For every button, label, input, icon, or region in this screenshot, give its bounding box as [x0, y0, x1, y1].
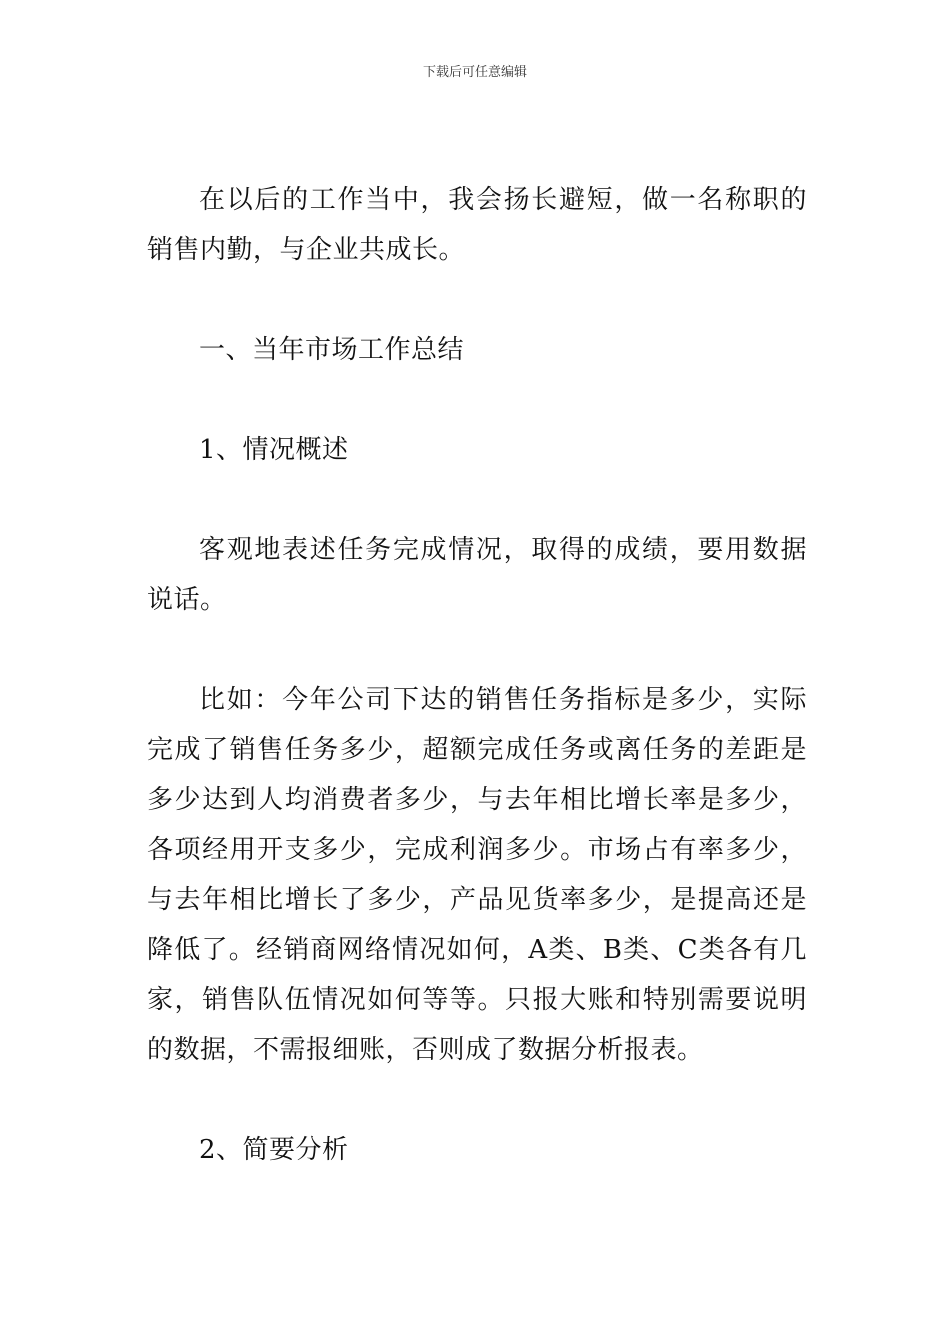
subsection-heading-analysis: 2、简要分析: [199, 1135, 349, 1165]
paragraph-gap: [147, 275, 807, 325]
paragraph-gap: [147, 625, 807, 675]
header-note: 下载后可任意编辑: [422, 65, 527, 80]
document-body: [147, 175, 807, 1175]
paragraph-gap: [147, 1075, 807, 1125]
paragraph-overview: 客观地表述任务完成情况，取得的成绩，要用数据说话。: [147, 535, 807, 615]
section-heading: 一、当年市场工作总结: [199, 335, 465, 365]
paragraph-gap: [147, 375, 807, 425]
paragraph-closing: 在以后的工作当中，我会扬长避短，做一名称职的销售内勤，与企业共成长。: [147, 185, 807, 265]
paragraph-example: 比如：今年公司下达的销售任务指标是多少，实际完成了销售任务多少，超额完成任务或离任务的差距是多少达到人均消费者多少，与去年相比增长率是多少，各项经用开支多少，完成利润多少。市场占有率多少，与去年相比增长了多少，产品见货率多少，是提高还是降低了。经销商网络情况如何，A类、B类、C类各有几家，销售队伍情况如何等等。只报大账和特别需要说明的数据，不需报细账，否则成了数据分析报表。: [147, 685, 807, 1065]
subsection-heading-overview: 1、情况概述: [199, 435, 349, 465]
paragraph-gap: [147, 475, 807, 525]
